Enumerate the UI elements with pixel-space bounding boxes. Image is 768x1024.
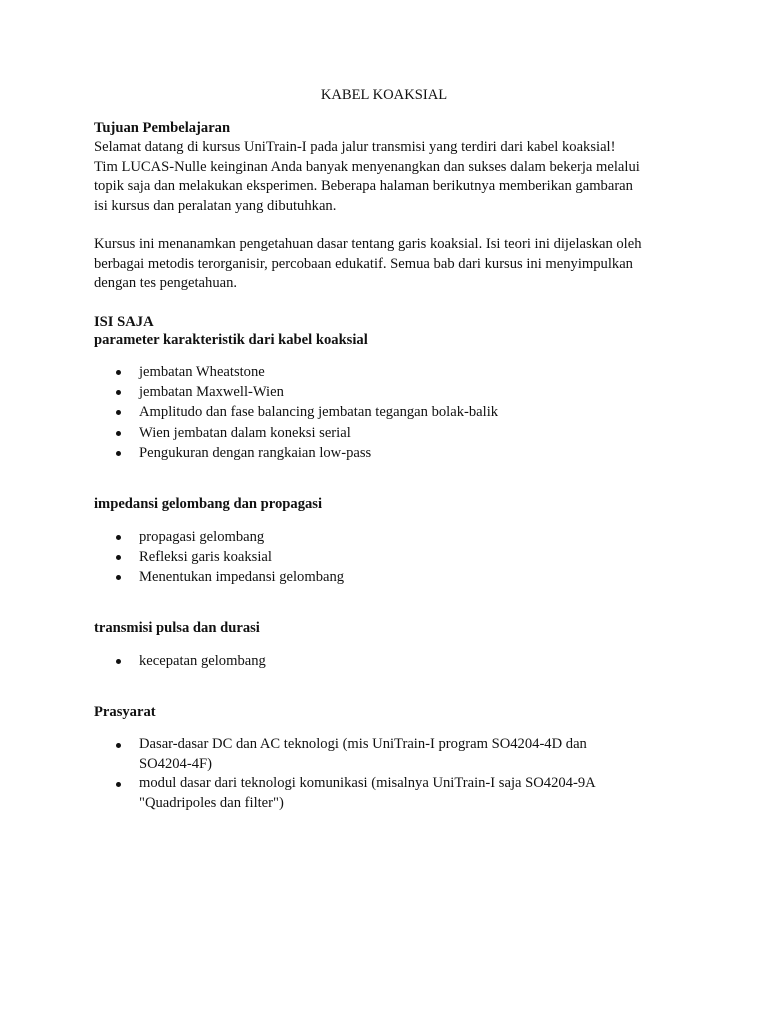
intro-line: topik saja dan melakukan eksperimen. Beberapa halaman berikutnya memberikan gambaran (94, 178, 633, 195)
document-title: KABEL KOAKSIAL (320, 87, 448, 103)
section-heading: parameter karakteristik dari kabel koaksial (94, 332, 368, 348)
bullet-icon (116, 370, 121, 375)
list-item: Pengukuran dengan rangkaian low-pass (94, 443, 680, 463)
list-item: kecepatan gelombang (94, 651, 680, 671)
bullet-icon (116, 555, 121, 560)
list-item: jembatan Wheatstone (94, 362, 680, 382)
list-item: modul dasar dari teknologi komunikasi (misalnya UniTrain-I saja SO4204-9A "Quadripoles dan filter") (94, 774, 680, 813)
section-list (94, 527, 680, 588)
prerequisites-list (94, 735, 680, 813)
bullet-icon (116, 431, 121, 436)
bullet-icon (116, 410, 121, 415)
section-list (94, 651, 680, 671)
course-paragraph (94, 235, 680, 294)
list-item: Refleksi garis koaksial (94, 547, 680, 567)
bullet-icon (116, 535, 121, 540)
bullet-icon (116, 743, 121, 748)
course-line: berbagai metodis terorganisir, percobaan edukatif. Semua bab dari kursus ini menyimpulkan (94, 255, 633, 272)
section-list (94, 362, 680, 463)
content-heading: ISI SAJA (94, 314, 154, 330)
list-item: Wien jembatan dalam koneksi serial (94, 423, 680, 443)
list-item: propagasi gelombang (94, 527, 680, 547)
objectives-heading: Tujuan Pembelajaran (94, 120, 231, 136)
list-item: Amplitudo dan fase balancing jembatan tegangan bolak-balik (94, 402, 680, 422)
intro-line: Tim LUCAS-Nulle keinginan Anda banyak menyenangkan dan sukses dalam bekerja melalui (94, 158, 640, 175)
course-line: Kursus ini menanamkan pengetahuan dasar tentang garis koaksial. Isi teori ini dijelaskan oleh (94, 236, 642, 252)
course-line: dengan tes pengetahuan. (94, 275, 238, 292)
prerequisites-heading: Prasyarat (94, 704, 156, 720)
intro-line: Selamat datang di kursus UniTrain-I pada jalur transmisi yang terdiri dari kabel koaksial! (94, 139, 616, 155)
bullet-icon (116, 390, 121, 395)
bullet-icon (116, 782, 121, 787)
section-heading: impedansi gelombang dan propagasi (94, 496, 323, 512)
intro-line: isi kursus dan peralatan yang dibutuhkan. (94, 197, 337, 214)
list-item: Menentukan impedansi gelombang (94, 567, 680, 587)
bullet-icon (116, 451, 121, 456)
bullet-icon (116, 575, 121, 580)
section-heading: transmisi pulsa dan durasi (94, 620, 260, 636)
bullet-icon (116, 659, 121, 664)
list-item: jembatan Maxwell-Wien (94, 382, 680, 402)
intro-paragraph (94, 138, 680, 216)
list-item: Dasar-dasar DC dan AC teknologi (mis UniTrain-I program SO4204-4D dan SO4204-4F) (94, 735, 680, 774)
